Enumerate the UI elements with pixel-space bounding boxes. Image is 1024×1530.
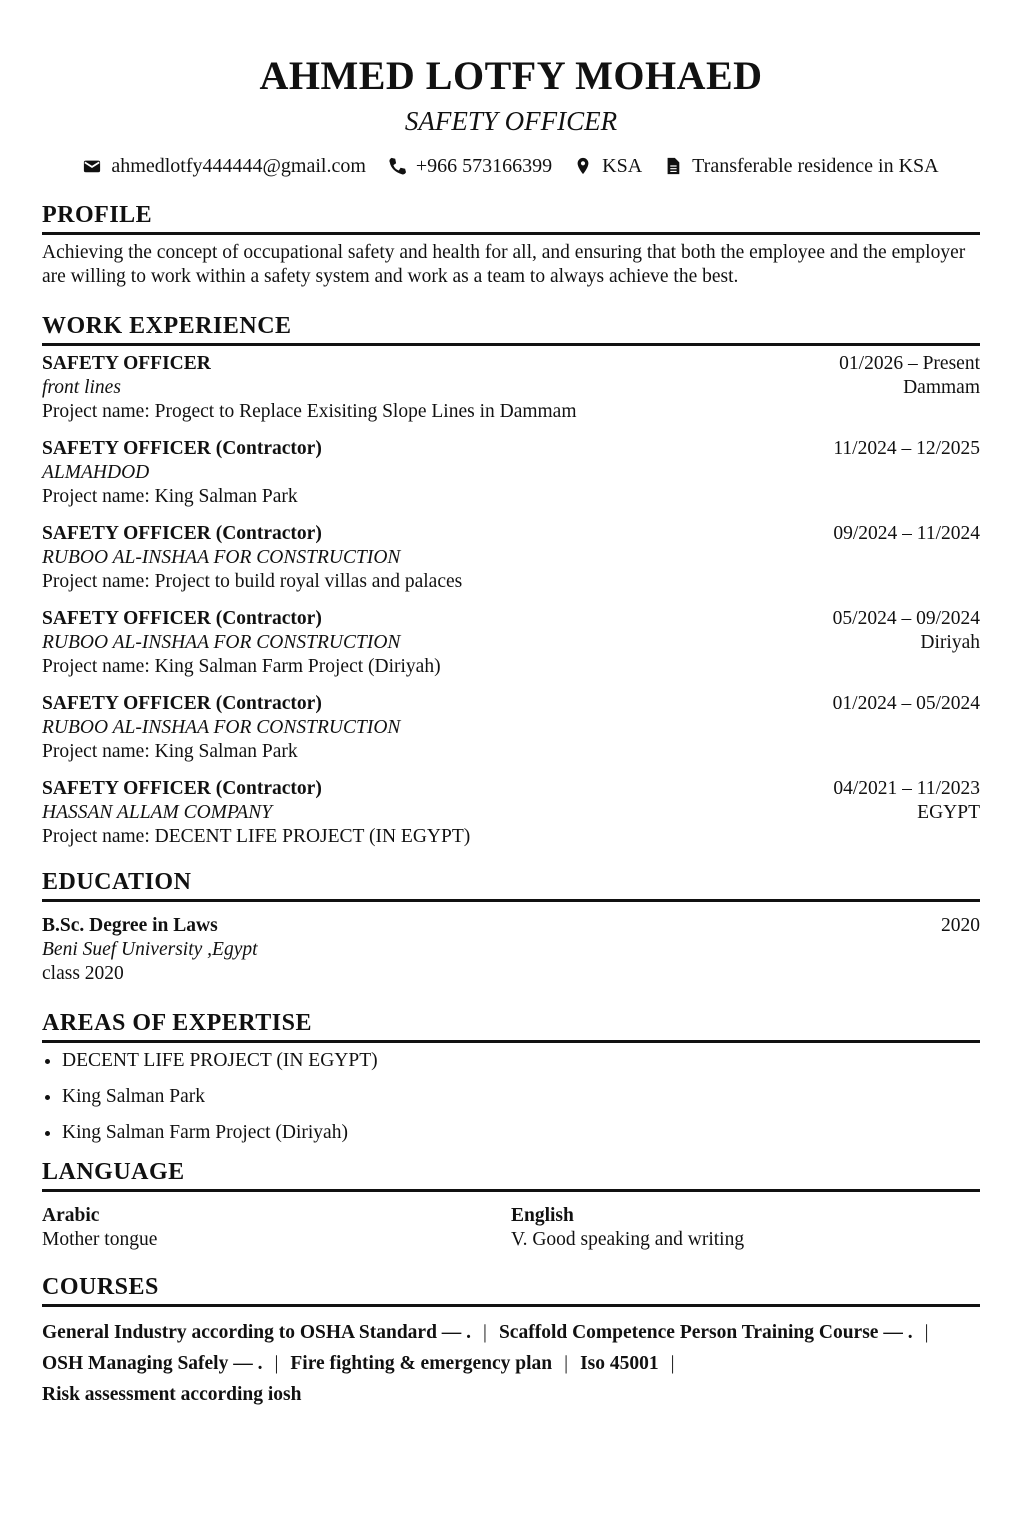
- language-section: [42, 1157, 980, 1252]
- entry-dates: 01/2026 – Present: [839, 353, 980, 374]
- language-level: V. Good speaking and writing: [511, 1229, 745, 1250]
- entry-project: Project name: King Salman Park: [42, 741, 298, 762]
- entry-dates: 04/2021 – 11/2023: [833, 778, 980, 799]
- language-level: Mother tongue: [42, 1229, 158, 1250]
- contact-residence: [664, 152, 938, 180]
- course-item: Iso 45001: [580, 1353, 659, 1374]
- phone-text: +966 573166399: [415, 155, 553, 177]
- expertise-section: [42, 1008, 980, 1145]
- contact-email[interactable]: [83, 152, 365, 180]
- phone-icon: [388, 157, 406, 175]
- entry-dates: 01/2024 – 05/2024: [832, 693, 980, 714]
- education-note: class 2020: [42, 963, 124, 984]
- section-heading: AREAS OF EXPERTISE: [42, 1008, 980, 1043]
- section-heading: WORK EXPERIENCE: [42, 311, 980, 346]
- entry-company: front lines: [42, 377, 121, 398]
- candidate-name: AHMED LOTFY MOHAED: [259, 53, 763, 98]
- profile-text: Achieving the concept of occupational safety and health for all, and ensuring that both the employee and the employer are willing to work within a safety system and work as a team to always achieve the best.: [42, 242, 966, 287]
- expertise-item: • DECENT LIFE PROJECT (IN EGYPT): [62, 1049, 980, 1073]
- education-section: [42, 867, 980, 986]
- email-text: ahmedlotfy444444@gmail.com: [111, 155, 366, 177]
- entry-location: Diriyah: [920, 632, 980, 653]
- entry-dates: 09/2024 – 11/2024: [833, 523, 980, 544]
- entry-title: SAFETY OFFICER (Contractor): [42, 693, 322, 714]
- entry-project: Project name: King Salman Farm Project (Diriyah): [42, 656, 441, 677]
- entry-dates: 11/2024 – 12/2025: [833, 438, 980, 459]
- profile-section: [42, 200, 980, 289]
- section-heading: COURSES: [42, 1272, 980, 1307]
- school: Beni Suef University ,Egypt: [42, 939, 258, 960]
- expertise-item: • King Salman Park: [62, 1085, 980, 1109]
- location-pin-icon: [574, 157, 592, 175]
- education-year: 2020: [941, 915, 980, 936]
- entry-company: RUBOO AL-INSHAA FOR CONSTRUCTION: [42, 632, 401, 653]
- entry-company: ALMAHDOD: [42, 462, 150, 483]
- entry-title: SAFETY OFFICER (Contractor): [42, 778, 322, 799]
- entry-project: Project name: Project to build royal villas and palaces: [42, 571, 463, 592]
- job-title: SAFETY OFFICER: [404, 106, 618, 136]
- section-heading: LANGUAGE: [42, 1157, 980, 1192]
- course-item: Fire fighting & emergency plan: [290, 1353, 553, 1374]
- work-entry: [42, 692, 980, 764]
- entry-company: RUBOO AL-INSHAA FOR CONSTRUCTION: [42, 717, 401, 738]
- entry-dates: 05/2024 – 09/2024: [832, 608, 980, 629]
- work-section: [42, 311, 980, 849]
- document-icon: [664, 157, 682, 175]
- entry-project: Project name: King Salman Park: [42, 486, 298, 507]
- entry-title: SAFETY OFFICER (Contractor): [42, 608, 322, 629]
- entry-project: Project name: Progect to Replace Exisiting Slope Lines in Dammam: [42, 401, 577, 422]
- entry-title: SAFETY OFFICER: [42, 353, 211, 374]
- entry-location: EGYPT: [917, 802, 980, 823]
- language-name: Arabic: [42, 1205, 100, 1226]
- expertise-item: • King Salman Farm Project (Diriyah): [62, 1121, 980, 1145]
- course-item: OSH Managing Safely — .: [42, 1353, 263, 1374]
- contact-bar: [42, 152, 980, 180]
- contact-phone[interactable]: [388, 152, 552, 180]
- work-entry: [42, 607, 980, 679]
- work-entry: [42, 437, 980, 509]
- entry-location: Dammam: [903, 377, 980, 398]
- language-item: [42, 1204, 511, 1252]
- entry-project: Project name: DECENT LIFE PROJECT (IN EGYPT): [42, 826, 471, 847]
- degree: B.Sc. Degree in Laws: [42, 915, 218, 936]
- section-heading: PROFILE: [42, 200, 980, 235]
- courses-section: COURSES General Industry according to OSHA Standard — . | Scaffold Competence Person Training Course — . | OSH Managing Safely — . | Fire fighting & emergency plan | Iso 45001 | Risk assessment according iosh: [42, 1272, 980, 1410]
- course-item: Scaffold Competence Person Training Course — .: [498, 1322, 913, 1343]
- entry-company: HASSAN ALLAM COMPANY: [42, 802, 273, 823]
- entry-title: SAFETY OFFICER (Contractor): [42, 438, 322, 459]
- course-item: General Industry according to OSHA Standard — .: [42, 1322, 472, 1343]
- location-text: KSA: [602, 155, 643, 177]
- work-entry: [42, 522, 980, 594]
- work-entry: [42, 352, 980, 424]
- contact-location: [574, 152, 642, 180]
- entry-company: RUBOO AL-INSHAA FOR CONSTRUCTION: [42, 547, 401, 568]
- residence-text: Transferable residence in KSA: [692, 155, 939, 177]
- language-name: English: [511, 1205, 574, 1226]
- section-heading: EDUCATION: [42, 867, 980, 902]
- envelope-icon: [83, 157, 101, 175]
- entry-title: SAFETY OFFICER (Contractor): [42, 523, 322, 544]
- course-item: Risk assessment according iosh: [42, 1384, 302, 1405]
- work-entry: [42, 777, 980, 849]
- language-item: [511, 1204, 980, 1252]
